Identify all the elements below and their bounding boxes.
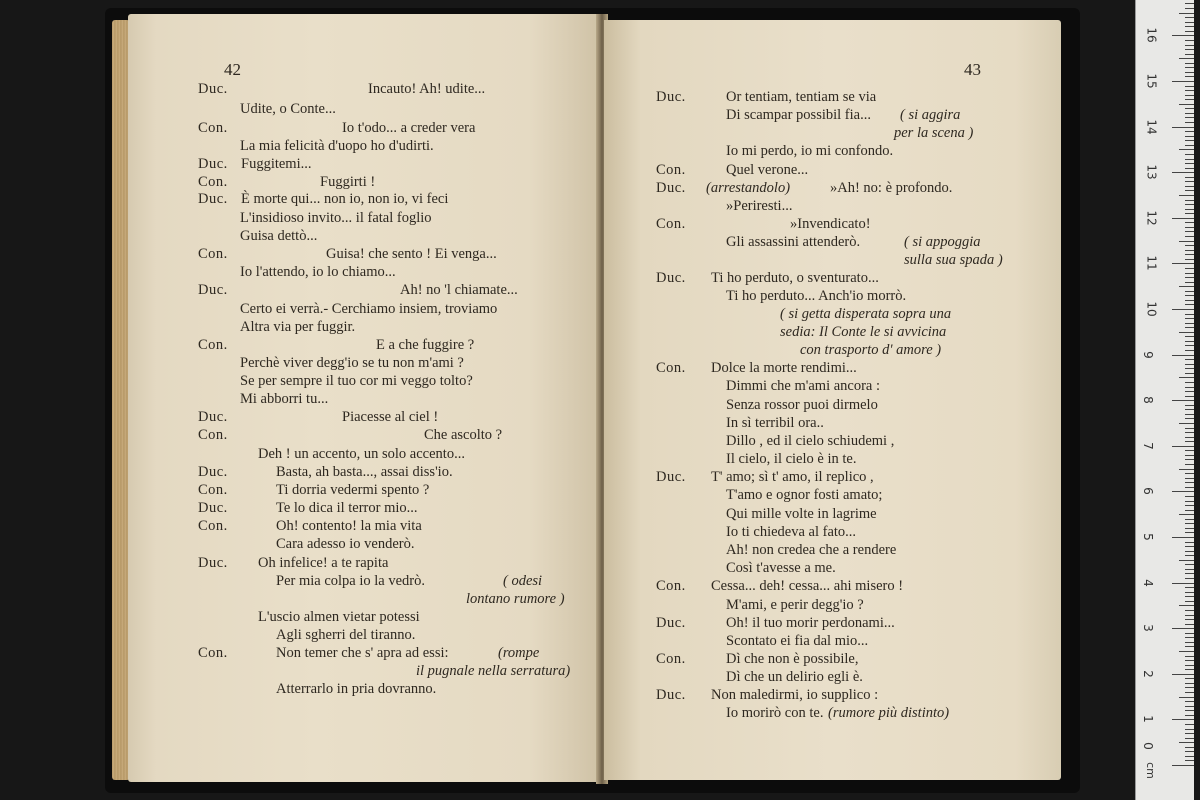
speaker-label: Duc. bbox=[656, 469, 686, 485]
ruler-tick bbox=[1179, 423, 1194, 424]
ruler-tick bbox=[1172, 583, 1194, 584]
ruler-tick bbox=[1172, 218, 1194, 219]
verse-line: Atterrarlo in pria dovranno. bbox=[276, 681, 437, 697]
verse-line: Senza rossor puoi dirmelo bbox=[726, 397, 878, 413]
stage-direction: (rumore più distinto) bbox=[828, 705, 950, 721]
ruler-tick bbox=[1185, 131, 1194, 132]
ruler-tick bbox=[1185, 487, 1194, 488]
verse-line: Perchè viver degg'io se tu non m'ami ? bbox=[240, 355, 464, 371]
verse-line: Basta, ah basta..., assai diss'io. bbox=[276, 464, 453, 480]
ruler-tick bbox=[1185, 637, 1194, 638]
ruler-tick bbox=[1185, 409, 1194, 410]
ruler-number: 0 bbox=[1140, 742, 1155, 750]
ruler-tick bbox=[1172, 537, 1194, 538]
verse-line: Il cielo, il cielo è in te. bbox=[726, 451, 857, 467]
ruler-tick bbox=[1185, 387, 1194, 388]
ruler-number: 4 bbox=[1140, 578, 1155, 587]
ruler-tick bbox=[1185, 159, 1194, 160]
ruler-tick bbox=[1185, 587, 1194, 588]
ruler-tick bbox=[1185, 350, 1194, 351]
measurement-ruler bbox=[1135, 0, 1194, 800]
ruler-tick bbox=[1185, 482, 1194, 483]
ruler-number: 12 bbox=[1144, 210, 1159, 226]
ruler-tick bbox=[1185, 418, 1194, 419]
ruler-tick bbox=[1172, 263, 1194, 264]
ruler-tick bbox=[1185, 117, 1194, 118]
speaker-label: Con. bbox=[198, 482, 228, 498]
ruler-tick bbox=[1185, 108, 1194, 109]
ruler-tick bbox=[1185, 642, 1194, 643]
ruler-tick bbox=[1185, 8, 1194, 9]
verse-line: Quel verone... bbox=[726, 162, 809, 178]
ruler-tick bbox=[1185, 496, 1194, 497]
ruler-tick bbox=[1185, 610, 1194, 611]
ruler-tick bbox=[1179, 104, 1194, 105]
verse-line: Cara adesso io venderò. bbox=[276, 536, 415, 552]
ruler-tick bbox=[1179, 332, 1194, 333]
speaker-label: Duc. bbox=[198, 555, 228, 571]
ruler-tick bbox=[1185, 478, 1194, 479]
verse-line: Oh! contento! la mia vita bbox=[276, 518, 422, 534]
ruler-tick bbox=[1185, 660, 1194, 661]
verse-line: Ah! no 'l chiamate... bbox=[400, 282, 518, 298]
stage-direction: il pugnale nella serratura) bbox=[416, 663, 571, 679]
ruler-number: 16 bbox=[1144, 27, 1159, 44]
ruler-tick bbox=[1185, 304, 1194, 305]
ruler-tick bbox=[1172, 719, 1194, 720]
stage-direction: per la scena ) bbox=[894, 125, 974, 141]
ruler-tick bbox=[1185, 760, 1194, 761]
verse-line: Ti dorria vedermi spento ? bbox=[276, 482, 430, 498]
ruler-tick bbox=[1185, 738, 1194, 739]
ruler-tick bbox=[1185, 140, 1194, 141]
ruler-tick bbox=[1185, 213, 1194, 214]
ruler-tick bbox=[1185, 441, 1194, 442]
speaker-label: Duc. bbox=[198, 282, 228, 298]
ruler-tick bbox=[1185, 277, 1194, 278]
ruler-tick bbox=[1172, 628, 1194, 629]
ruler-tick bbox=[1185, 282, 1194, 283]
verse-line: Gli assassini attenderò. bbox=[726, 234, 861, 250]
ruler-tick bbox=[1185, 99, 1194, 100]
stage-direction: (arrestandolo) bbox=[706, 180, 791, 196]
ruler-tick bbox=[1185, 259, 1194, 260]
verse-line: Che ascolto ? bbox=[424, 427, 503, 443]
right-page bbox=[604, 20, 1061, 780]
ruler-tick bbox=[1179, 742, 1194, 743]
verse-line: Ti ho perduto, o sventurato... bbox=[711, 270, 879, 286]
verse-line: Deh ! un accento, un solo accento... bbox=[258, 446, 465, 462]
verse-line: T' amo; sì t' amo, il replico , bbox=[711, 469, 874, 485]
verse-line: Dillo , ed il cielo schiudemi , bbox=[726, 433, 895, 449]
ruler-tick bbox=[1185, 314, 1194, 315]
ruler-tick bbox=[1185, 95, 1194, 96]
ruler-tick bbox=[1185, 615, 1194, 616]
ruler-number: 9 bbox=[1140, 350, 1155, 359]
ruler-tick bbox=[1185, 163, 1194, 164]
verse-line: Udite, o Conte... bbox=[240, 101, 336, 117]
ruler-tick bbox=[1185, 327, 1194, 328]
verse-line: Guisa dettò... bbox=[240, 228, 318, 244]
ruler-number: 8 bbox=[1140, 396, 1155, 405]
ruler-tick bbox=[1185, 464, 1194, 465]
ruler-tick bbox=[1185, 54, 1194, 55]
ruler-tick bbox=[1179, 13, 1194, 14]
verse-line: M'ami, e perir degg'io ? bbox=[726, 597, 864, 613]
ruler-number: 5 bbox=[1140, 533, 1155, 541]
ruler-tick bbox=[1185, 459, 1194, 460]
ruler-tick bbox=[1185, 341, 1194, 342]
ruler-tick bbox=[1185, 154, 1194, 155]
speaker-label: Con. bbox=[656, 651, 686, 667]
speaker-label: Con. bbox=[198, 427, 228, 443]
verse-line: Io t'odo... a creder vera bbox=[342, 120, 476, 136]
ruler-tick bbox=[1185, 701, 1194, 702]
ruler-tick bbox=[1185, 72, 1194, 73]
verse-line: Ti ho perduto... Anch'io morrò. bbox=[726, 288, 907, 304]
verse-line: Altra via per fuggir. bbox=[240, 319, 356, 335]
ruler-tick bbox=[1179, 377, 1194, 378]
verse-line: Io ti chiedeva al fato... bbox=[726, 524, 857, 540]
verse-line: Non temer che s' apra ad essi: bbox=[276, 645, 449, 661]
ruler-number: 2 bbox=[1140, 669, 1155, 678]
ruler-tick bbox=[1185, 678, 1194, 679]
stage-direction: ( odesi bbox=[503, 573, 543, 589]
ruler-tick bbox=[1185, 300, 1194, 301]
verse-line: Te lo dica il terror mio... bbox=[276, 500, 418, 516]
ruler-tick bbox=[1185, 450, 1194, 451]
ruler-tick bbox=[1185, 382, 1194, 383]
speaker-label: Con. bbox=[656, 216, 686, 232]
ruler-tick bbox=[1179, 560, 1194, 561]
left-page bbox=[128, 14, 600, 782]
ruler-tick bbox=[1172, 765, 1194, 766]
verse-line: Oh! il tuo morir perdonami... bbox=[726, 615, 895, 631]
verse-line: Io mi perdo, io mi confondo. bbox=[726, 143, 894, 159]
verse-line: Qui mille volte in lagrime bbox=[726, 506, 877, 522]
ruler-tick bbox=[1185, 22, 1194, 23]
ruler-tick bbox=[1185, 596, 1194, 597]
ruler-tick bbox=[1172, 400, 1194, 401]
ruler-tick bbox=[1185, 528, 1194, 529]
stage-direction: con trasporto d' amore ) bbox=[800, 342, 942, 358]
verse-line: »Invendicato! bbox=[790, 216, 871, 232]
ruler-tick bbox=[1185, 200, 1194, 201]
stage-direction: sulla sua spada ) bbox=[904, 252, 1003, 268]
ruler-tick bbox=[1185, 31, 1194, 32]
speaker-label: Con. bbox=[198, 174, 228, 190]
ruler-tick bbox=[1185, 724, 1194, 725]
stage-direction: lontano rumore ) bbox=[466, 591, 565, 607]
ruler-tick bbox=[1172, 127, 1194, 128]
ruler-tick bbox=[1185, 692, 1194, 693]
ruler-tick bbox=[1185, 364, 1194, 365]
ruler-tick bbox=[1185, 437, 1194, 438]
ruler-tick bbox=[1185, 254, 1194, 255]
speaker-label: Duc. bbox=[656, 270, 686, 286]
speaker-label: Duc. bbox=[198, 156, 228, 172]
verse-line: Così t'avesse a me. bbox=[726, 560, 836, 576]
ruler-tick bbox=[1185, 222, 1194, 223]
ruler-tick bbox=[1185, 510, 1194, 511]
ruler-tick bbox=[1185, 368, 1194, 369]
speaker-label: Con. bbox=[198, 246, 228, 262]
verse-line: T'amo e ognor fosti amato; bbox=[726, 487, 883, 503]
ruler-tick bbox=[1185, 45, 1194, 46]
ruler-tick bbox=[1185, 751, 1194, 752]
ruler-tick bbox=[1185, 209, 1194, 210]
ruler-tick bbox=[1185, 49, 1194, 50]
ruler-unit: cm bbox=[1143, 762, 1157, 779]
ruler-tick bbox=[1185, 551, 1194, 552]
ruler-tick bbox=[1185, 519, 1194, 520]
ruler-tick bbox=[1185, 236, 1194, 237]
ruler-tick bbox=[1185, 145, 1194, 146]
ruler-tick bbox=[1185, 323, 1194, 324]
ruler-tick bbox=[1185, 295, 1194, 296]
speaker-label: Duc. bbox=[198, 464, 228, 480]
ruler-number: 6 bbox=[1140, 487, 1155, 496]
ruler-number: 3 bbox=[1140, 624, 1155, 633]
ruler-tick bbox=[1185, 86, 1194, 87]
stage-direction: sedia: Il Conte le si avvicina bbox=[780, 324, 947, 340]
speaker-label: Con. bbox=[656, 578, 686, 594]
ruler-tick bbox=[1185, 505, 1194, 506]
ruler-tick bbox=[1185, 687, 1194, 688]
verse-line: Dì che un delirio egli è. bbox=[726, 669, 863, 685]
ruler-tick bbox=[1185, 733, 1194, 734]
ruler-tick bbox=[1185, 76, 1194, 77]
stage-direction: ( si aggira bbox=[900, 107, 961, 123]
verse-line: Io l'attendo, io lo chiamo... bbox=[240, 264, 396, 280]
verse-line: Piacesse al ciel ! bbox=[342, 409, 439, 425]
verse-line: »Periresti... bbox=[726, 198, 793, 214]
ruler-tick bbox=[1185, 396, 1194, 397]
ruler-number: 14 bbox=[1144, 118, 1159, 135]
ruler-tick bbox=[1185, 227, 1194, 228]
ruler-tick bbox=[1185, 273, 1194, 274]
ruler-tick bbox=[1185, 578, 1194, 579]
ruler-tick bbox=[1179, 58, 1194, 59]
verse-line: Per mia colpa io la vedrò. bbox=[276, 573, 425, 589]
ruler-tick bbox=[1185, 90, 1194, 91]
verse-line: Dimmi che m'ami ancora : bbox=[726, 378, 881, 394]
ruler-tick bbox=[1172, 35, 1194, 36]
ruler-tick bbox=[1185, 665, 1194, 666]
ruler-tick bbox=[1185, 291, 1194, 292]
ruler-tick bbox=[1185, 532, 1194, 533]
stage-direction: ( si getta disperata sopra una bbox=[780, 306, 952, 322]
speaker-label: Con. bbox=[198, 645, 228, 661]
ruler-tick bbox=[1185, 669, 1194, 670]
ruler-tick bbox=[1185, 136, 1194, 137]
verse-line: Cessa... deh! cessa... ahi misero ! bbox=[711, 578, 904, 594]
ruler-tick bbox=[1185, 646, 1194, 647]
ruler-tick bbox=[1185, 573, 1194, 574]
verse-line: Certo ei verrà.- Cerchiamo insiem, troviamo bbox=[240, 301, 498, 317]
speaker-label: Con. bbox=[198, 337, 228, 353]
verse-line: Scontato ei fia dal mio... bbox=[726, 633, 869, 649]
ruler-tick bbox=[1185, 245, 1194, 246]
ruler-tick bbox=[1185, 546, 1194, 547]
ruler-tick bbox=[1185, 113, 1194, 114]
verse-line: Io morirò con te. bbox=[726, 705, 824, 721]
verse-line: E a che fuggire ? bbox=[376, 337, 475, 353]
ruler-tick bbox=[1185, 710, 1194, 711]
verse-line: È morte qui... non io, non io, vi feci bbox=[241, 191, 449, 207]
verse-line: Dolce la morte rendimi... bbox=[711, 360, 857, 376]
ruler-tick bbox=[1185, 67, 1194, 68]
ruler-tick bbox=[1185, 414, 1194, 415]
ruler-number: 13 bbox=[1144, 164, 1159, 180]
ruler-tick bbox=[1179, 149, 1194, 150]
speaker-label: Duc. bbox=[198, 191, 228, 207]
ruler-number: 10 bbox=[1144, 301, 1159, 317]
ruler-tick bbox=[1185, 391, 1194, 392]
speaker-label: Duc. bbox=[656, 687, 686, 703]
verse-line: Fuggirti ! bbox=[320, 174, 376, 190]
speaker-label: Duc. bbox=[656, 89, 686, 105]
ruler-tick bbox=[1185, 177, 1194, 178]
verse-line: Guisa! che sento ! Ei venga... bbox=[326, 246, 497, 262]
ruler-tick bbox=[1185, 569, 1194, 570]
ruler-tick bbox=[1172, 172, 1194, 173]
ruler-tick bbox=[1185, 455, 1194, 456]
ruler-tick bbox=[1185, 432, 1194, 433]
ruler-tick bbox=[1185, 181, 1194, 182]
verse-line: Ah! non credea che a rendere bbox=[726, 542, 897, 558]
verse-line: Fuggitemi... bbox=[241, 156, 312, 172]
ruler-tick bbox=[1185, 359, 1194, 360]
ruler-tick bbox=[1185, 373, 1194, 374]
verse-line: Se per sempre il tuo cor mi veggo tolto? bbox=[240, 373, 473, 389]
ruler-tick bbox=[1185, 186, 1194, 187]
ruler-number: 1 bbox=[1140, 715, 1155, 724]
ruler-tick bbox=[1185, 428, 1194, 429]
verse-line: Incauto! Ah! udite... bbox=[368, 81, 486, 97]
ruler-tick bbox=[1185, 715, 1194, 716]
ruler-tick bbox=[1185, 318, 1194, 319]
ruler-tick bbox=[1185, 592, 1194, 593]
ruler-tick bbox=[1185, 747, 1194, 748]
ruler-tick bbox=[1172, 81, 1194, 82]
page-number-left: 42 bbox=[224, 60, 241, 79]
speaker-label: Con. bbox=[198, 518, 228, 534]
ruler-tick bbox=[1179, 469, 1194, 470]
ruler-tick bbox=[1185, 345, 1194, 346]
verse-line: Or tentiam, tentiam se via bbox=[726, 89, 877, 105]
speaker-label: Con. bbox=[656, 360, 686, 376]
verse-line: Agli sgherri del tiranno. bbox=[276, 627, 416, 643]
ruler-tick bbox=[1185, 624, 1194, 625]
ruler-tick bbox=[1179, 241, 1194, 242]
verse-line: Dì che non è possibile, bbox=[726, 651, 859, 667]
speaker-label: Duc. bbox=[198, 81, 228, 97]
ruler-tick bbox=[1172, 309, 1194, 310]
ruler-number: 11 bbox=[1144, 255, 1159, 272]
ruler-tick bbox=[1185, 501, 1194, 502]
verse-line: »Ah! no: è profondo. bbox=[830, 180, 953, 196]
ruler-tick bbox=[1185, 542, 1194, 543]
ruler-tick bbox=[1185, 683, 1194, 684]
speaker-label: Duc. bbox=[656, 615, 686, 631]
ruler-tick bbox=[1185, 473, 1194, 474]
verse-line: L'insidioso invito... il fatal foglio bbox=[240, 210, 432, 226]
ruler-tick bbox=[1185, 17, 1194, 18]
ruler-tick bbox=[1185, 204, 1194, 205]
verse-line: Non maledirmi, io supplico : bbox=[711, 687, 879, 703]
ruler-tick bbox=[1185, 523, 1194, 524]
ruler-tick bbox=[1185, 656, 1194, 657]
ruler-tick bbox=[1185, 250, 1194, 251]
stage-direction: (rompe bbox=[498, 645, 540, 661]
verse-line: Oh infelice! a te rapita bbox=[258, 555, 389, 571]
ruler-number: 15 bbox=[1144, 73, 1159, 89]
ruler-tick bbox=[1185, 40, 1194, 41]
ruler-tick bbox=[1185, 756, 1194, 757]
ruler-tick bbox=[1185, 729, 1194, 730]
ruler-tick bbox=[1185, 619, 1194, 620]
ruler-tick bbox=[1172, 355, 1194, 356]
ruler-tick bbox=[1185, 268, 1194, 269]
ruler-tick bbox=[1185, 122, 1194, 123]
verse-line: Mi abborri tu... bbox=[240, 391, 329, 407]
verse-line: Di scampar possibil fia... bbox=[726, 107, 871, 123]
ruler-tick bbox=[1185, 26, 1194, 27]
ruler-tick bbox=[1179, 195, 1194, 196]
stage-direction: ( si appoggia bbox=[904, 234, 981, 250]
ruler-tick bbox=[1179, 651, 1194, 652]
ruler-tick bbox=[1172, 491, 1194, 492]
ruler-tick bbox=[1185, 633, 1194, 634]
ruler-tick bbox=[1185, 336, 1194, 337]
ruler-tick bbox=[1185, 601, 1194, 602]
ruler-tick bbox=[1185, 63, 1194, 64]
ruler-tick bbox=[1179, 605, 1194, 606]
ruler-tick bbox=[1179, 514, 1194, 515]
ruler-tick bbox=[1185, 190, 1194, 191]
speaker-label: Con. bbox=[656, 162, 686, 178]
ruler-tick bbox=[1179, 286, 1194, 287]
ruler-tick bbox=[1185, 3, 1194, 4]
verse-line: In sì terribil ora.. bbox=[726, 415, 824, 431]
ruler-tick bbox=[1185, 405, 1194, 406]
ruler-tick bbox=[1179, 697, 1194, 698]
ruler-tick bbox=[1172, 446, 1194, 447]
ruler-tick bbox=[1185, 706, 1194, 707]
ruler-tick bbox=[1172, 674, 1194, 675]
ruler-tick bbox=[1185, 231, 1194, 232]
speaker-label: Con. bbox=[198, 120, 228, 136]
speaker-label: Duc. bbox=[198, 409, 228, 425]
ruler-tick bbox=[1185, 564, 1194, 565]
ruler-tick bbox=[1185, 168, 1194, 169]
verse-line: La mia felicità d'uopo ho d'udirti. bbox=[240, 138, 434, 154]
page-number-right: 43 bbox=[964, 60, 981, 79]
ruler-number: 7 bbox=[1140, 441, 1155, 450]
speaker-label: Duc. bbox=[656, 180, 686, 196]
ruler-tick bbox=[1185, 555, 1194, 556]
verse-line: L'uscio almen vietar potessi bbox=[258, 609, 420, 625]
speaker-label: Duc. bbox=[198, 500, 228, 516]
